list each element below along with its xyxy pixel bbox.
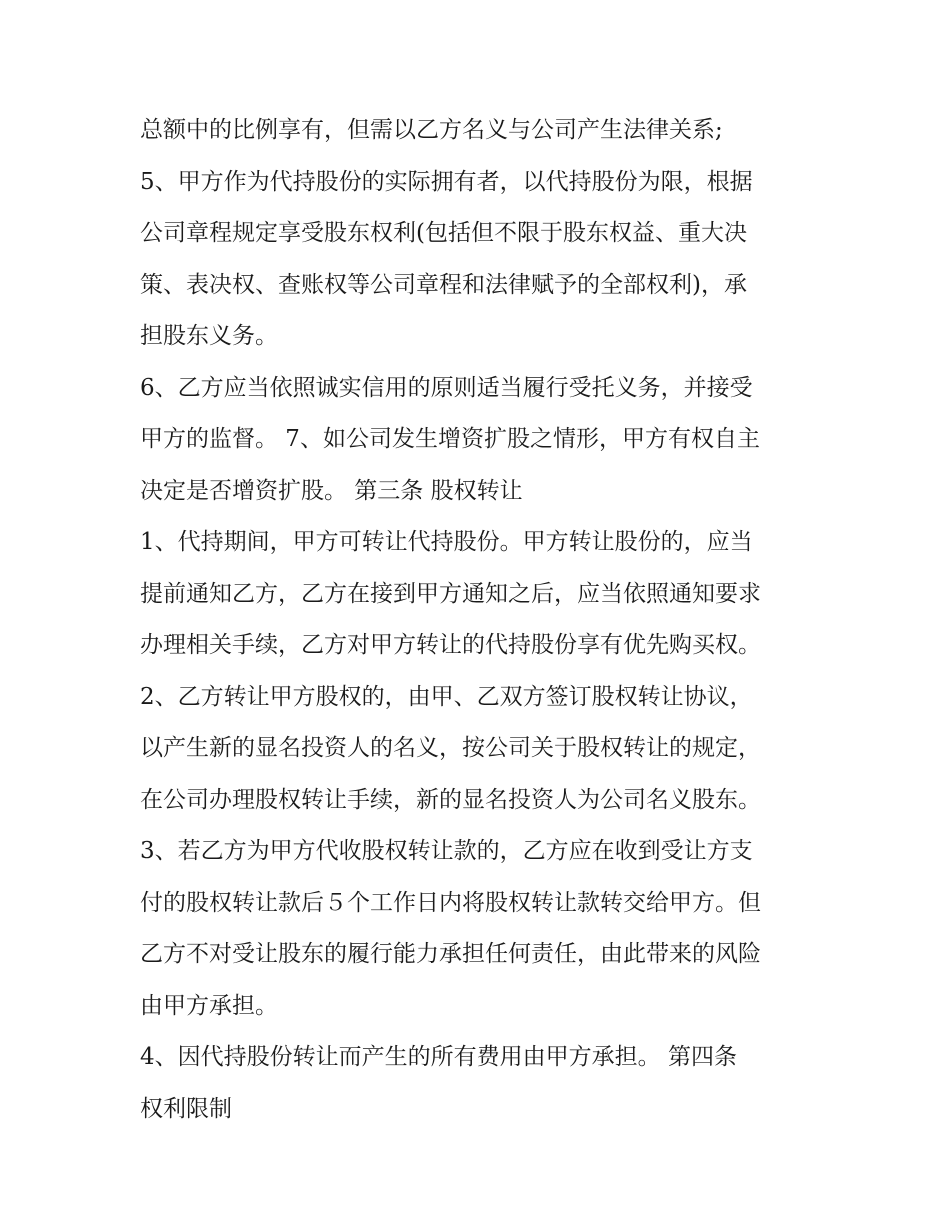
text-line: 提前通知乙方，乙方在接到甲方通知之后，应当依照通知要求 xyxy=(140,580,761,607)
text-line: 办理相关手续，乙方对甲方转让的代持股份享有优先购买权。 xyxy=(140,632,761,658)
text-line: 乙方不对受让股东的履行能力承担任何责任，由此带来的风险 xyxy=(140,941,761,967)
text-line: 以产生新的显名投资人的名义，按公司关于股权转让的规定， xyxy=(140,735,761,761)
text-line: 6、乙方应当依照诚实信用的原则适当履行受托义务，并接受 xyxy=(140,374,753,401)
text-line: 决定是否增资扩股。 第三条 股权转让 xyxy=(140,477,523,504)
text-line: 总额中的比例享有，但需以乙方名义与公司产生法律关系; xyxy=(140,117,723,143)
text-line: 1、代持期间，甲方可转让代持股份。甲方转让股份的，应当 xyxy=(140,529,753,555)
text-line: 4、因代持股份转让而产生的所有费用由甲方承担。 第四条 xyxy=(140,1044,737,1070)
text-line: 5、甲方作为代持股份的实际拥有者，以代持股份为限，根据 xyxy=(140,168,753,195)
text-line: 由甲方承担。 xyxy=(140,992,278,1019)
document-body xyxy=(140,105,820,1135)
text-line: 甲方的监督。 7、如公司发生增资扩股之情形，甲方有权自主 xyxy=(140,426,760,452)
text-line: 3、若乙方为甲方代收股权转让款的，乙方应在收到受让方支 xyxy=(140,838,753,864)
text-line: 2、乙方转让甲方股权的，由甲、乙双方签订股权转让协议， xyxy=(140,683,753,710)
text-line: 公司章程规定享受股东权利(包括但不限于股东权益、重大决 xyxy=(140,220,747,246)
text-line: 担股东义务。 xyxy=(140,323,278,349)
text-line: 权利限制 xyxy=(140,1095,232,1122)
text-line: 策、表决权、查账权等公司章程和法律赋予的全部权利)，承 xyxy=(140,271,747,298)
text-line: 付的股权转让款后５个工作日内将股权转让款转交给甲方。但 xyxy=(140,889,761,916)
text-line: 在公司办理股权转让手续，新的显名投资人为公司名义股东。 xyxy=(140,786,761,813)
